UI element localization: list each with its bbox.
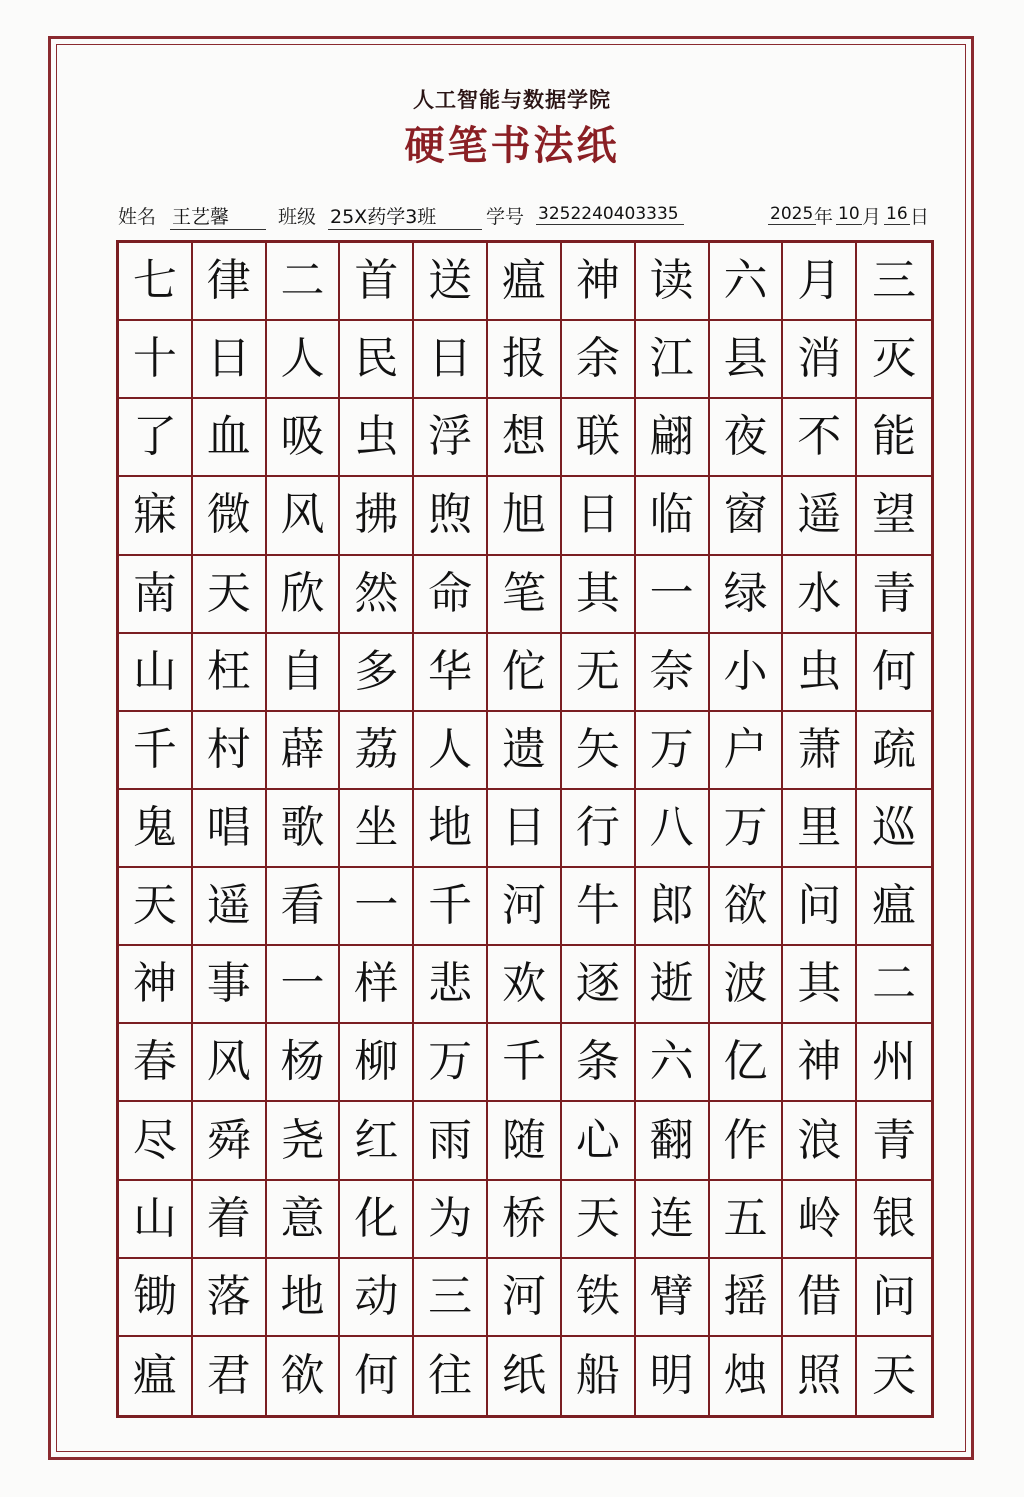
grid-cell: 消 bbox=[783, 321, 857, 399]
grid-cell: 疏 bbox=[857, 712, 931, 790]
grid-cell: 桥 bbox=[488, 1181, 562, 1259]
grid-cell: 化 bbox=[340, 1181, 414, 1259]
grid-cell: 山 bbox=[119, 1181, 193, 1259]
grid-cell: 山 bbox=[119, 634, 193, 712]
grid-cell: 鬼 bbox=[119, 790, 193, 868]
grid-cell: 日 bbox=[562, 477, 636, 555]
grid-cell: 事 bbox=[193, 946, 267, 1024]
grid-cell: 多 bbox=[340, 634, 414, 712]
grid-cell: 望 bbox=[857, 477, 931, 555]
grid-cell: 里 bbox=[783, 790, 857, 868]
grid-cell: 烛 bbox=[710, 1337, 784, 1415]
year-label: 年 bbox=[814, 206, 834, 228]
name-label: 姓名 bbox=[118, 206, 157, 228]
grid-cell: 千 bbox=[119, 712, 193, 790]
grid-cell: 虫 bbox=[340, 399, 414, 477]
grid-cell: 笔 bbox=[488, 556, 562, 634]
grid-cell: 翩 bbox=[636, 399, 710, 477]
grid-cell: 何 bbox=[857, 634, 931, 712]
grid-cell: 华 bbox=[414, 634, 488, 712]
grid-cell: 矢 bbox=[562, 712, 636, 790]
class-label: 班级 bbox=[278, 206, 317, 228]
grid-cell: 一 bbox=[267, 946, 341, 1024]
grid-cell: 逝 bbox=[636, 946, 710, 1024]
grid-cell: 其 bbox=[783, 946, 857, 1024]
grid-cell: 臂 bbox=[636, 1259, 710, 1337]
paper-title: 硬笔书法纸 bbox=[404, 122, 620, 169]
grid-cell: 遥 bbox=[193, 868, 267, 946]
grid-cell: 江 bbox=[636, 321, 710, 399]
grid-cell: 联 bbox=[562, 399, 636, 477]
grid-cell: 尧 bbox=[267, 1102, 341, 1180]
grid-cell: 血 bbox=[193, 399, 267, 477]
grid-cell: 无 bbox=[562, 634, 636, 712]
grid-cell: 律 bbox=[193, 243, 267, 321]
grid-cell: 寐 bbox=[119, 477, 193, 555]
grid-cell: 神 bbox=[783, 1024, 857, 1102]
grid-cell: 遗 bbox=[488, 712, 562, 790]
grid-cell: 牛 bbox=[562, 868, 636, 946]
grid-cell: 青 bbox=[857, 1102, 931, 1180]
grid-cell: 万 bbox=[710, 790, 784, 868]
grid-cell: 雨 bbox=[414, 1102, 488, 1180]
grid-cell: 歌 bbox=[267, 790, 341, 868]
grid-cell: 瘟 bbox=[857, 868, 931, 946]
grid-cell: 天 bbox=[193, 556, 267, 634]
grid-cell: 尽 bbox=[119, 1102, 193, 1180]
grid-cell: 荔 bbox=[340, 712, 414, 790]
school-name: 人工智能与数据学院 bbox=[413, 88, 611, 112]
grid-cell: 君 bbox=[193, 1337, 267, 1415]
grid-cell: 神 bbox=[562, 243, 636, 321]
grid-cell: 七 bbox=[119, 243, 193, 321]
grid-cell: 送 bbox=[414, 243, 488, 321]
grid-cell: 千 bbox=[414, 868, 488, 946]
grid-cell: 绿 bbox=[710, 556, 784, 634]
grid-cell: 灭 bbox=[857, 321, 931, 399]
grid-cell: 二 bbox=[267, 243, 341, 321]
grid-cell: 命 bbox=[414, 556, 488, 634]
month-label: 月 bbox=[862, 206, 882, 228]
grid-cell: 奈 bbox=[636, 634, 710, 712]
grid-cell: 欢 bbox=[488, 946, 562, 1024]
name-value: 王艺馨 bbox=[170, 202, 266, 230]
grid-cell: 小 bbox=[710, 634, 784, 712]
grid-cell: 杨 bbox=[267, 1024, 341, 1102]
grid-cell: 浮 bbox=[414, 399, 488, 477]
grid-cell: 河 bbox=[488, 868, 562, 946]
grid-cell: 拂 bbox=[340, 477, 414, 555]
grid-cell: 银 bbox=[857, 1181, 931, 1259]
grid-cell: 明 bbox=[636, 1337, 710, 1415]
grid-cell: 旭 bbox=[488, 477, 562, 555]
grid-cell: 煦 bbox=[414, 477, 488, 555]
grid-cell: 落 bbox=[193, 1259, 267, 1337]
grid-cell: 连 bbox=[636, 1181, 710, 1259]
grid-cell: 首 bbox=[340, 243, 414, 321]
grid-cell: 往 bbox=[414, 1337, 488, 1415]
grid-cell: 心 bbox=[562, 1102, 636, 1180]
grid-cell: 亿 bbox=[710, 1024, 784, 1102]
writing-grid bbox=[116, 240, 934, 1418]
date-day: 16 bbox=[884, 204, 910, 225]
grid-cell: 月 bbox=[783, 243, 857, 321]
grid-cell: 地 bbox=[414, 790, 488, 868]
grid-cell: 余 bbox=[562, 321, 636, 399]
grid-cell: 南 bbox=[119, 556, 193, 634]
grid-cell: 人 bbox=[414, 712, 488, 790]
grid-cell: 二 bbox=[857, 946, 931, 1024]
grid-cell: 河 bbox=[488, 1259, 562, 1337]
grid-cell: 萧 bbox=[783, 712, 857, 790]
grid-cell: 唱 bbox=[193, 790, 267, 868]
student-info-row bbox=[118, 198, 932, 232]
grid-cell: 行 bbox=[562, 790, 636, 868]
grid-cell: 一 bbox=[340, 868, 414, 946]
grid-cell: 窗 bbox=[710, 477, 784, 555]
grid-cell: 自 bbox=[267, 634, 341, 712]
grid-cell: 三 bbox=[414, 1259, 488, 1337]
grid-cell: 逐 bbox=[562, 946, 636, 1024]
grid-cell: 报 bbox=[488, 321, 562, 399]
grid-cell: 春 bbox=[119, 1024, 193, 1102]
grid-cell: 纸 bbox=[488, 1337, 562, 1415]
grid-cell: 欲 bbox=[710, 868, 784, 946]
grid-cell: 水 bbox=[783, 556, 857, 634]
grid-cell: 枉 bbox=[193, 634, 267, 712]
grid-cell: 六 bbox=[710, 243, 784, 321]
grid-cell: 作 bbox=[710, 1102, 784, 1180]
day-label: 日 bbox=[910, 206, 930, 228]
grid-cell: 问 bbox=[857, 1259, 931, 1337]
grid-cell: 户 bbox=[710, 712, 784, 790]
grid-cell: 青 bbox=[857, 556, 931, 634]
grid-cell: 吸 bbox=[267, 399, 341, 477]
grid-cell: 问 bbox=[783, 868, 857, 946]
grid-cell: 风 bbox=[267, 477, 341, 555]
grid-cell: 薜 bbox=[267, 712, 341, 790]
grid-cell: 遥 bbox=[783, 477, 857, 555]
grid-cell: 地 bbox=[267, 1259, 341, 1337]
grid-cell: 日 bbox=[414, 321, 488, 399]
grid-cell: 着 bbox=[193, 1181, 267, 1259]
grid-cell: 六 bbox=[636, 1024, 710, 1102]
grid-cell: 天 bbox=[562, 1181, 636, 1259]
date-year: 2025 bbox=[768, 204, 816, 225]
grid-cell: 佗 bbox=[488, 634, 562, 712]
grid-cell: 欣 bbox=[267, 556, 341, 634]
grid-cell: 波 bbox=[710, 946, 784, 1024]
grid-cell: 千 bbox=[488, 1024, 562, 1102]
grid-cell: 样 bbox=[340, 946, 414, 1024]
grid-cell: 舜 bbox=[193, 1102, 267, 1180]
grid-cell: 随 bbox=[488, 1102, 562, 1180]
grid-cell: 郎 bbox=[636, 868, 710, 946]
grid-cell: 县 bbox=[710, 321, 784, 399]
grid-cell: 为 bbox=[414, 1181, 488, 1259]
grid-cell: 照 bbox=[783, 1337, 857, 1415]
grid-cell: 不 bbox=[783, 399, 857, 477]
grid-cell: 日 bbox=[488, 790, 562, 868]
grid-cell: 天 bbox=[872, 1349, 917, 1401]
grid-cell: 浪 bbox=[783, 1102, 857, 1180]
grid-cell: 借 bbox=[783, 1259, 857, 1337]
grid-cell: 州 bbox=[857, 1024, 931, 1102]
grid-cell: 风 bbox=[193, 1024, 267, 1102]
grid-cell: 夜 bbox=[710, 399, 784, 477]
grid-cell: 柳 bbox=[340, 1024, 414, 1102]
grid-cell: 想 bbox=[488, 399, 562, 477]
grid-cell: 天 bbox=[119, 868, 193, 946]
grid-cell: 欲 bbox=[267, 1337, 341, 1415]
grid-cell: 一 bbox=[636, 556, 710, 634]
grid-cell: 条 bbox=[562, 1024, 636, 1102]
grid-cell: 其 bbox=[562, 556, 636, 634]
grid-cell: 何 bbox=[340, 1337, 414, 1415]
grid-cell: 人 bbox=[267, 321, 341, 399]
grid-cell: 悲 bbox=[414, 946, 488, 1024]
grid-cell: 万 bbox=[414, 1024, 488, 1102]
grid-cell: 读 bbox=[636, 243, 710, 321]
grid-cell: 红 bbox=[340, 1102, 414, 1180]
grid-cell: 日 bbox=[193, 321, 267, 399]
grid-cell: 村 bbox=[193, 712, 267, 790]
grid-cell: 铁 bbox=[562, 1259, 636, 1337]
grid-cell: 能 bbox=[857, 399, 931, 477]
grid-cell: 动 bbox=[340, 1259, 414, 1337]
grid-cell: 五 bbox=[710, 1181, 784, 1259]
grid-cell: 锄 bbox=[119, 1259, 193, 1337]
grid-cell: 十 bbox=[119, 321, 193, 399]
grid-cell: 看 bbox=[267, 868, 341, 946]
grid-cell: 虫 bbox=[783, 634, 857, 712]
grid-cell: 三 bbox=[857, 243, 931, 321]
grid-cell: 瘟 bbox=[488, 243, 562, 321]
grid-cell: 民 bbox=[340, 321, 414, 399]
grid-cell: 然 bbox=[340, 556, 414, 634]
grid-cell: 意 bbox=[267, 1181, 341, 1259]
grid-cell: 翻 bbox=[636, 1102, 710, 1180]
grid-cell: 坐 bbox=[340, 790, 414, 868]
class-value: 25X药学3班 bbox=[328, 202, 482, 230]
id-value: 3252240403335 bbox=[536, 204, 684, 225]
grid-cell: 摇 bbox=[710, 1259, 784, 1337]
grid-cell: 神 bbox=[119, 946, 193, 1024]
grid-cell: 巡 bbox=[857, 790, 931, 868]
id-label: 学号 bbox=[486, 206, 525, 228]
date-month: 10 bbox=[836, 204, 862, 225]
grid-cell: 万 bbox=[636, 712, 710, 790]
grid-cell: 微 bbox=[193, 477, 267, 555]
grid-cell: 临 bbox=[636, 477, 710, 555]
grid-cell: 八 bbox=[636, 790, 710, 868]
grid-cell: 岭 bbox=[783, 1181, 857, 1259]
grid-cell: 船 bbox=[562, 1337, 636, 1415]
grid-cell: 瘟 bbox=[119, 1337, 193, 1415]
grid-cell: 了 bbox=[119, 399, 193, 477]
